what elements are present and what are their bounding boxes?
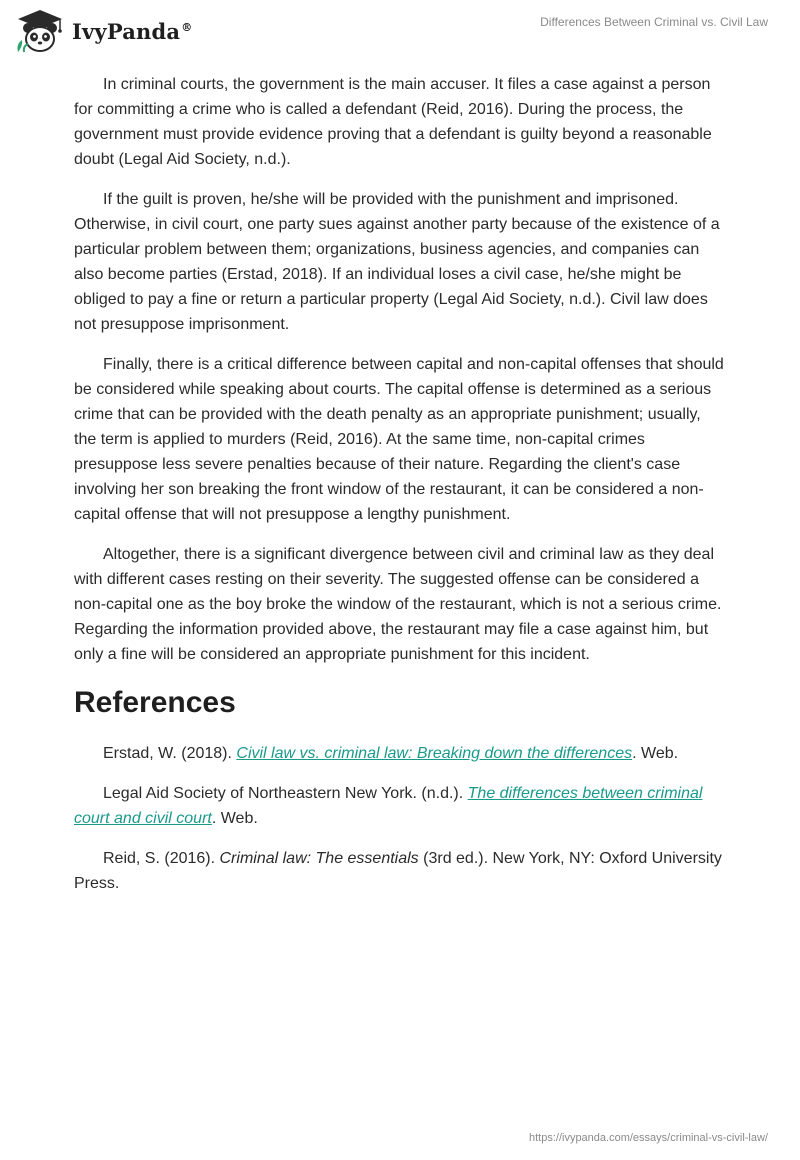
footer-url[interactable]: https://ivypanda.com/essays/criminal-vs-civil-law/ — [528, 1132, 768, 1144]
references-heading: References — [74, 686, 236, 719]
document-title: Differences Between Criminal vs. Civil Law — [540, 15, 768, 29]
reference-item — [74, 846, 726, 896]
body-paragraph-4: Altogether, there is a significant divergence between civil and criminal law as they deal with different cases resting on their severity. The suggested offense can be considered a non-capital one as the boy broke the window of the restaurant, which is not a serious crime. Regarding the information provided above, the restaurant may file a case against him, but only a fine will be considered an appropriate punishment for this incident. — [74, 546, 722, 663]
body-paragraph-1: In criminal courts, the government is the main accuser. It files a case against a person for committing a crime who is called a defendant (Reid, 2016). During the process, the government must provide evidence proving that a defendant is guilty beyond a reasonable doubt (Legal Aid Society, n.d.). — [74, 76, 712, 168]
reference-prefix: Erstad, W. (2018). — [103, 745, 237, 762]
reference-item — [74, 781, 726, 831]
body-paragraph-2: If the guilt is proven, he/she will be provided with the punishment and imprisoned. Otherwise, in civil court, one party sues against another party because of the existence of a particular problem between them; organizations, business agencies, and companies can also become parties (Erstad, 2018). If an individual loses a civil case, he/she might be obliged to pay a fine or return a particular property (Legal Aid Society, n.d.). Civil law does not presuppose imprisonment. — [74, 191, 720, 333]
reference-suffix: . Web. — [632, 745, 679, 762]
reference-suffix: (3rd ed.). New York, NY: Oxford University Press. — [74, 850, 722, 892]
reference-book-title: Criminal law: The essentials — [219, 850, 419, 867]
body-paragraph-3: Finally, there is a critical difference between capital and non-capital offenses that should be considered while speaking about courts. The capital offense is determined as a serious crime that can be provided with the death penalty as an appropriate punishment; usually, the term is applied to murders (Reid, 2016). At the same time, non-capital crimes presuppose less severe penalties because of their nature. Regarding the client's case involving her son breaking the front window of the restaurant, it can be considered a non-capital offense that will not presuppose a lengthy punishment. — [74, 356, 724, 523]
reference-suffix: . Web. — [211, 810, 258, 827]
essay-content — [74, 72, 726, 911]
page-header — [0, 0, 800, 64]
reference-prefix: Legal Aid Society of Northeastern New York. (n.d.). — [103, 785, 468, 802]
reference-link[interactable]: The differences between criminal court and civil court — [74, 785, 703, 827]
reference-item — [74, 741, 726, 766]
brand-logo[interactable] — [14, 8, 192, 54]
panda-mascot-icon — [14, 8, 66, 54]
brand-name: IvyPanda® — [72, 18, 193, 44]
reference-prefix: Reid, S. (2016). — [103, 850, 220, 867]
reference-link[interactable]: Civil law vs. criminal law: Breaking down the differences — [236, 745, 633, 762]
